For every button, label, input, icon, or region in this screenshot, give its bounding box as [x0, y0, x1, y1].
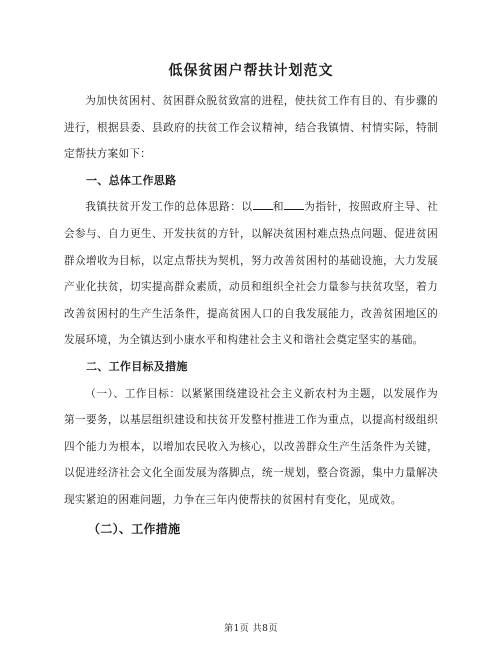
section-1-text-part-3: 为指针，按照政府主导、社会参与、自力更生、开发扶贫的方针，以解决贫困村难点热点问题、促进贫困群众增收为目标，以定点帮扶为契机，努力改善贫困村的基础设施，大力发展产业化扶贫，切实提高群众素质，动员和组织全社会力量参与扶贫攻坚，着力改善贫困村的生产生活条件，提高贫困人口的自我发展能力，改善贫困地区的发展环境，为全镇达到小康水平和构建社会主义和谐社会奠定坚实的基础。 [64, 201, 438, 347]
section-1-heading: 一、总体工作思路 [86, 173, 177, 187]
section-1-text-part-1: 我镇扶贫开发工作的总体思路：以 [85, 201, 253, 214]
fill-in-blank-1 [253, 198, 273, 210]
section-2-paragraph: （一）、工作目标：以紧紧围绕建设社会主义新农村为主题，以发展作为第一要务，以基层组织建设和扶贫开发整村推进工作为重点，以提高村级组织四个能力为根本，以增加农民收入为核心，以改善群众生产生活条件为关键，以促进经济社会文化全面发展为落脚点，统一规划，整合资源，集中力量解决现实紧迫的困难问题，力争在三年内使帮扶的贫困村有变化，见成效。 [64, 387, 438, 506]
document-body [64, 88, 438, 542]
section-2-subheading: （二）、工作措施 [88, 521, 181, 536]
section-1-text-part-2: 和 [272, 201, 285, 214]
page-footer: 第1页 共8页 [224, 624, 278, 634]
document-title: 低保贫困户帮扶计划范文 [168, 63, 334, 79]
intro-paragraph: 为加快贫困村、贫困群众脱贫致富的进程，使扶贫工作有目的、有步骤的进行，根据县委、县政府的扶贫工作会议精神，结合我镇情、村情实际，特制定帮扶方案如下： [64, 95, 438, 161]
section-2-heading: 二、工作目标及措施 [86, 359, 188, 373]
fill-in-blank-2 [284, 198, 304, 210]
section-1-paragraph [64, 194, 438, 354]
